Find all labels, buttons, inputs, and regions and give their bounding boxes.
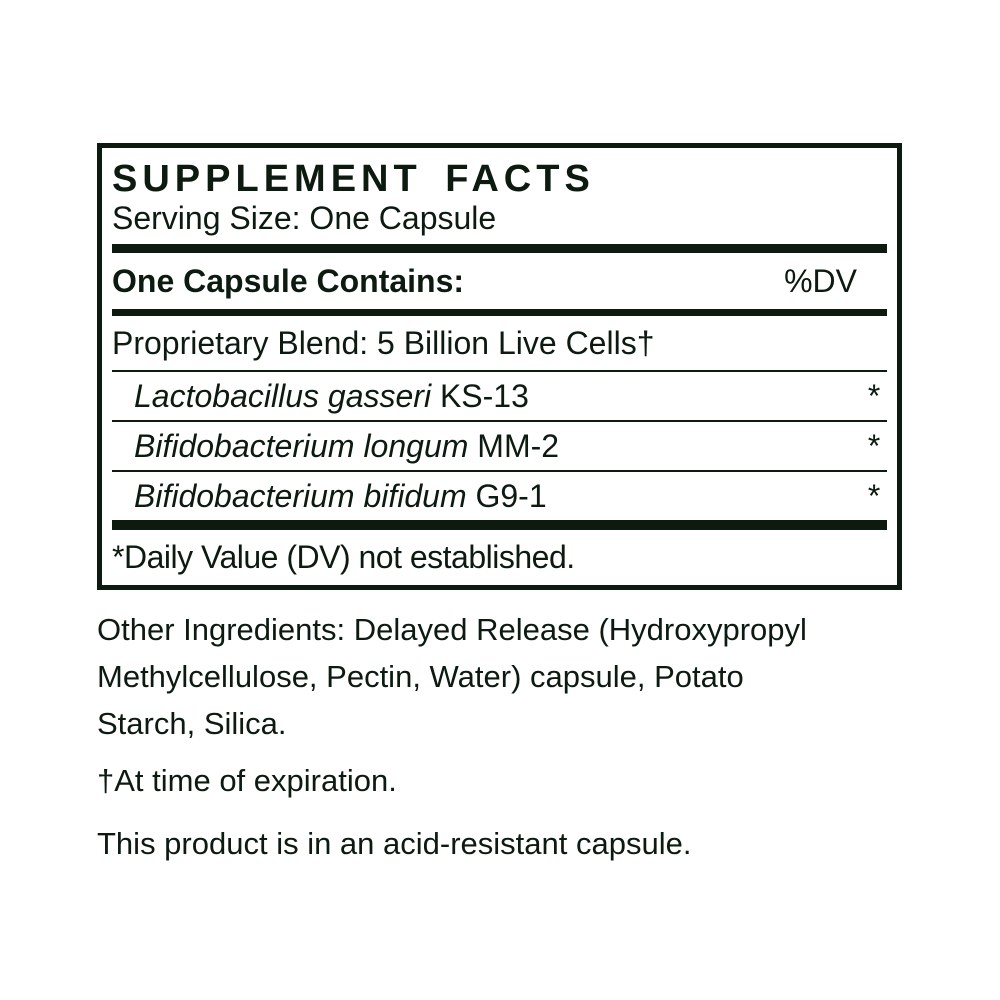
ingredient-strain: MM-2 bbox=[477, 428, 560, 464]
panel-title: SUPPLEMENT FACTS bbox=[112, 158, 595, 200]
ingredient-dv: * bbox=[866, 478, 879, 514]
dv-column-header: %DV bbox=[784, 263, 857, 299]
ingredient-species: Bifidobacterium bifidum bbox=[134, 478, 467, 514]
proprietary-blend-row: Proprietary Blend: 5 Billion Live Cells† bbox=[112, 325, 655, 361]
contains-label: One Capsule Contains: bbox=[112, 263, 465, 299]
ingredient-strain: G9-1 bbox=[475, 478, 547, 514]
other-ingredients bbox=[97, 606, 877, 747]
divider-bar-top bbox=[112, 244, 887, 253]
ingredient-row bbox=[112, 372, 887, 420]
ingredient-species: Bifidobacterium longum bbox=[134, 428, 469, 464]
ingredient-species: Lactobacillus gasseri bbox=[134, 378, 432, 414]
ingredient-row bbox=[112, 472, 887, 520]
other-ingredients-line: Other Ingredients: Delayed Release (Hydroxypropyl bbox=[97, 612, 807, 647]
ingredient-dv: * bbox=[866, 378, 879, 414]
ingredient-name bbox=[134, 429, 559, 463]
ingredient-row bbox=[112, 422, 887, 470]
ingredient-strain: KS-13 bbox=[439, 378, 529, 414]
divider-bar-bottom bbox=[112, 520, 887, 530]
expiration-note: †At time of expiration. bbox=[97, 763, 397, 798]
serving-size: Serving Size: One Capsule bbox=[112, 200, 497, 236]
ingredient-name bbox=[134, 479, 547, 513]
contains-header-row bbox=[112, 253, 887, 309]
dv-footnote: *Daily Value (DV) not established. bbox=[112, 539, 575, 575]
other-ingredients-line: Methylcellulose, Pectin, Water) capsule, Potato bbox=[97, 659, 744, 694]
ingredient-name bbox=[134, 379, 529, 413]
acid-capsule-note: This product is in an acid-resistant capsule. bbox=[97, 826, 692, 861]
supplement-facts-panel bbox=[97, 143, 902, 590]
other-ingredients-line: Starch, Silica. bbox=[97, 706, 287, 741]
ingredient-dv: * bbox=[866, 428, 879, 464]
divider-bar-header bbox=[112, 309, 887, 316]
